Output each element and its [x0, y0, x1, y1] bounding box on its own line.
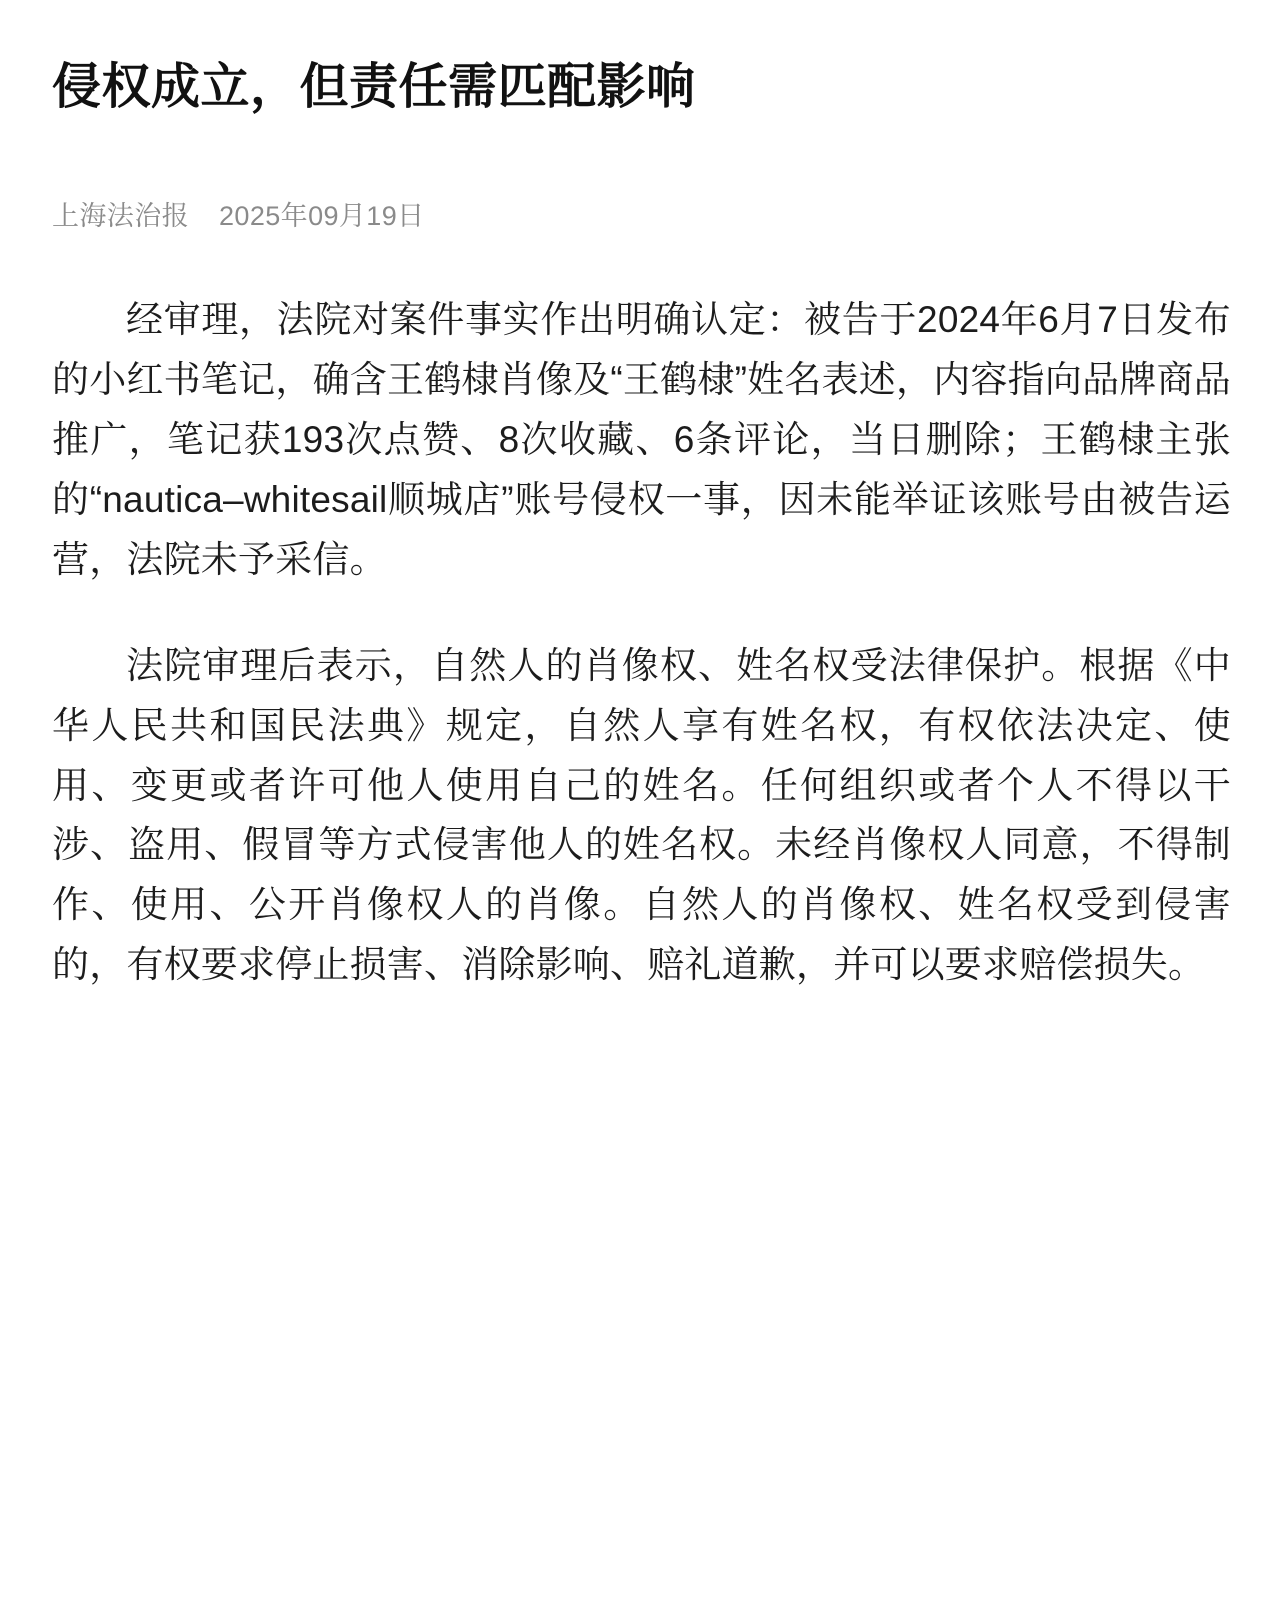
article-body	[52, 290, 1231, 995]
article-paragraph: 经审理，法院对案件事实作出明确认定：被告于2024年6月7日发布的小红书笔记，确含王鹤棣肖像及“王鹤棣”姓名表述，内容指向品牌商品推广，笔记获193次点赞、8次收藏、6条评论，当日删除；王鹤棣主张的“nautica–whitesail顺城店”账号侵权一事，因未能举证该账号由被告运营，法院未予采信。	[52, 298, 1231, 580]
article-meta	[52, 198, 1231, 236]
article-source: 上海法治报	[52, 201, 189, 232]
article-date: 2025年09月19日	[219, 201, 425, 232]
article-paragraph: 法院审理后表示，自然人的肖像权、姓名权受法律保护。根据《中华人民共和国民法典》规定，自然人享有姓名权，有权依法决定、使用、变更或者许可他人使用自己的姓名。任何组织或者个人不得以干涉、盗用、假冒等方式侵害他人的姓名权。未经肖像权人同意，不得制作、使用、公开肖像权人的肖像。自然人的肖像权、姓名权受到侵害的，有权要求停止损害、消除影响、赔礼道歉，并可以要求赔偿损失。	[52, 644, 1231, 986]
page-title: 侵权成立，但责任需匹配影响	[52, 60, 696, 114]
